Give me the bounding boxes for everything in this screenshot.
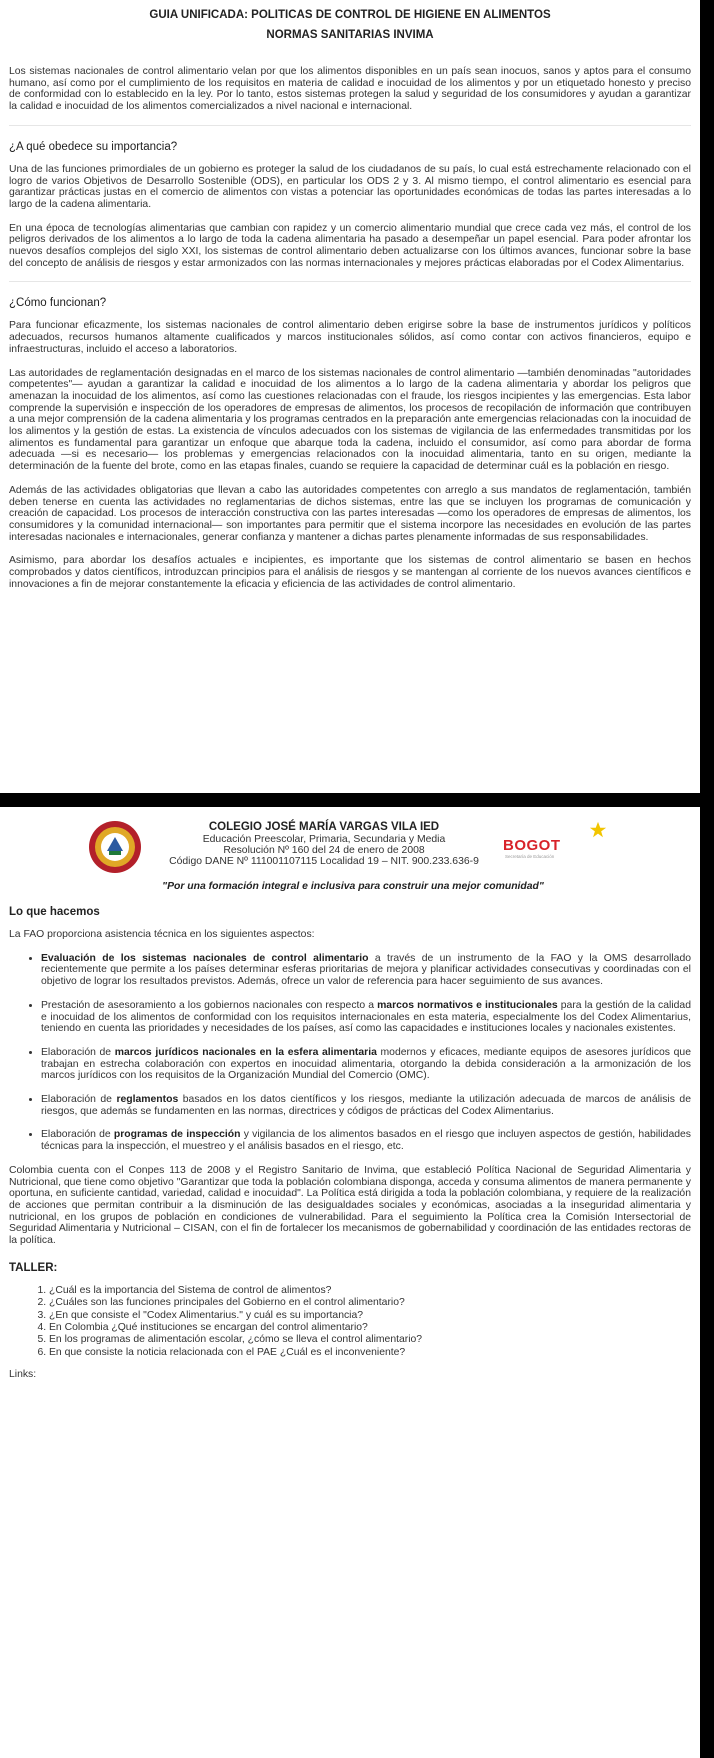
school-levels: Educación Preescolar, Primaria, Secundaria y Media — [202, 834, 446, 845]
how-paragraph-3: Además de las actividades obligatorias que llevan a cabo las autoridades competentes con arreglo a sus mandatos de reglamentación, también deben tenerse en cuenta las actividades no reglamentarias de dichos sistemas, entre las que se incluyen los programas de comunicación y creación de capacidad. Los procesos de interacción constructiva con las partes interesadas —como los operadores de empresas de alimentos, los consumidores y la comunidad internacional— son importantes para permitir que el sistema incorpore las necesidades en evolución de las partes interesadas nacionales e internacionales, generar confianza y mantener a dichas partes plenamente informadas de sus responsabilidades. — [9, 484, 691, 543]
section-heading-how: ¿Cómo funcionan? — [9, 297, 107, 310]
fao-aspects-list — [9, 953, 691, 1153]
letterhead-text — [149, 821, 499, 867]
section-heading-importance: ¿A qué obedece su importancia? — [9, 140, 178, 153]
school-resolution: Resolución Nº 160 del 24 de enero de 2008 — [223, 845, 425, 856]
intro-paragraph: Los sistemas nacionales de control alimentario velan por que los alimentos disponibles en un país sean inocuos, sanos y aptos para el consumo humano, así como por el cumplimiento de los requisitos en materia de calidad e inocuidad de los alimentos y por un etiquetado honesto y preciso de conformidad con lo establecido en la ley. Por lo tanto, estos sistemas protegen la salud y seguridad de los consumidores y ayudan a garantizar la calidad e inocuidad de los alimentos comercializados a nivel nacional e internacional. — [9, 66, 691, 113]
taller-heading: TALLER: — [9, 1261, 58, 1274]
how-paragraph-1: Para funcionar eficazmente, los sistemas nacionales de control alimentario deben erigirse sobre la base de instrumentos jurídicos y políticos adecuados, recursos humanos altamente cualificados y marcos institucionales sólidos, así como contar con activos financieros, equipo e infraestructuras, incluido el acceso a laboratorios. — [9, 320, 691, 355]
document-page-2 — [0, 807, 700, 1758]
list-item: • Evaluación de los sistemas nacionales de control alimentario a través de un instrumento de la FAO y la OMS desarrollado recientemente que permite a los países determinar esferas prioritarias de mejora y planificar actividades consecutivas y coordinadas con el objetivo de lograr los resultados previstos. Además, ofrece un valor de referencia para hacer seguimiento de sus avances. — [41, 953, 691, 988]
document-page-1 — [0, 0, 700, 793]
list-item: • Prestación de asesoramiento a los gobiernos nacionales con respecto a marcos normativos e institucionales para la gestión de la calidad e inocuidad de los alimentos de conformidad con los requisitos internacionales en esta materia, especialmente los del Codex Alimentarius, teniendo en cuenta las prioridades y necesidades de los países, así como las capacidades e instituciones locales y nacionales existentes. — [41, 1000, 691, 1035]
question-item: 2. ¿Cuáles son las funciones principales del Gobierno en el control alimentario? — [49, 1297, 691, 1309]
bogota-logo-sub: Secretaría de Educación — [505, 854, 555, 859]
taller-questions — [9, 1285, 691, 1359]
divider — [9, 125, 691, 126]
question-item: 5. En los programas de alimentación escolar, ¿cómo se lleva el control alimentario? — [49, 1334, 691, 1346]
list-item: • Elaboración de reglamentos basados en los datos científicos y los riesgos, mediante la utilización adecuada de marcos de análisis de riesgos, que además se fundamenten en las normas, directrices y códigos de prácticas del Codex Alimentarius. — [41, 1094, 691, 1117]
star-icon — [589, 821, 607, 839]
divider — [9, 281, 691, 282]
school-name: COLEGIO JOSÉ MARÍA VARGAS VILA IED — [208, 821, 440, 833]
colombia-paragraph: Colombia cuenta con el Conpes 113 de 2008 y el Registro Sanitario de Invima, que estableció Política Nacional de Seguridad Alimentaria y Nutricional, que tiene como objetivo "Garantizar que toda la población colombiana disponga, acceda y consuma alimentos de manera permanente y oportuna, en suficiente cantidad, variedad, calidad e inocuidad". La Política está dirigida a toda la población colombiana, y requiere de la realización de acciones que permitan contribuir a la disminución de las desigualdades sociales y económicas, asociadas a la inseguridad alimentaria y nutricional, en los grupos de población en condiciones de vulnerabilidad. Para el seguimiento la Política crea la Comisión Intersectorial de Seguridad Alimentaria y Nutricional – CISAN, con el fin de fortalecer los mecanismos de gobernabilidad y coordinación de las entidades rectoras de la política. — [9, 1164, 691, 1247]
list-item: • Elaboración de programas de inspección y vigilancia de los alimentos basados en el riesgo que incluyen aspectos de gestión, habilidades técnicas para la inspección, el muestreo y el análisis basados en el riesgo, etc. — [41, 1129, 691, 1152]
links-label: Links: — [9, 1369, 37, 1381]
importance-paragraph-2: En una época de tecnologías alimentarias que cambian con rapidez y un comercio alimentario mundial que crece cada vez más, el control de los peligros derivados de los alimentos a lo largo de toda la cadena alimentaria ha pasado a desempeñar un papel esencial. Para poder afrontar los nuevos desafíos complejos del siglo XXI, los sistemas de control alimentario deben actualizarse con los últimos avances, funcionar sobre la base del concepto de análisis de riesgos y estar armonizados con las normas internacionales y mejores prácticas elaboradas por el Codex Alimentarius. — [9, 222, 691, 269]
document-subtitle: NORMAS SANITARIAS INVIMA — [266, 29, 434, 41]
question-item: 6. En que consiste la noticia relacionada con el PAE ¿Cuál es el inconveniente? — [49, 1347, 691, 1359]
section-heading-what-we-do: Lo que hacemos — [9, 906, 100, 918]
school-crest-icon — [87, 819, 143, 875]
importance-paragraph-1: Una de las funciones primordiales de un gobierno es proteger la salud de los ciudadanos de su país, lo cual está estrechamente relacionado con el logro de varios Objetivos de Desarrollo Sostenible (ODS), en particular los ODS 2 y 3. Al mismo tiempo, el control alimentario es esencial para garantizar prácticas justas en el comercio de alimentos con vistas a potenciar las oportunidades económicas de todas las partes interesadas a lo largo de la cadena alimentaria. — [9, 163, 691, 210]
school-codes: Código DANE Nº 111001107115 Localidad 19 – NIT. 900.233.636-9 — [169, 856, 479, 867]
school-motto: "Por una formación integral e inclusiva para construir una mejor comunidad" — [162, 881, 544, 892]
question-item: 1. ¿Cuál es la importancia del Sistema de control de alimentos? — [49, 1285, 691, 1297]
question-item: 3. ¿En que consiste el "Codex Alimentarius." y cuál es su importancia? — [49, 1310, 691, 1322]
bogota-logo-text: BOGOT — [503, 837, 561, 854]
bogota-logo — [503, 837, 609, 860]
list-item: • Elaboración de marcos jurídicos nacionales en la esfera alimentaria modernos y eficaces, mediante equipos de asesores jurídicos que trabajan en estrecha colaboración con expertos en inocuidad alimentaria, otorgando la debida consideración a la armonización de los marcos jurídicos con los requisitos de la Organización Mundial del Comercio (OMC). — [41, 1047, 691, 1082]
how-paragraph-2: Las autoridades de reglamentación designadas en el marco de los sistemas nacionales de control alimentario —también denominadas "autoridades competentes"— ayudan a garantizar la calidad e inocuidad de los alimentos a lo largo de la cadena alimentaria y abordar los peligros que amenazan la inocuidad de los alimentos, así como las cuestiones relacionadas con el fraude, los riesgos incipientes y las emergencias. Esta labor comprende la supervisión e inspección de los operadores de empresas de alimentos, los procesos de recopilación de información que contribuyen a una mejor comprensión de la cadena alimentaria y los programas centrados en la preparación ante emergencias relacionadas con la inocuidad de los alimentos y la gestión de estas. La existencia de vínculos adecuados con los sistemas de vigilancia de las enfermedades transmitidas por los alimentos es fundamental para garantizar un enfoque que abarque toda la cadena, incluido el consumidor, así como para abordar de forma adecuada —si es necesario— los problemas y emergencias relacionados con la inocuidad alimentaria, tanto en su origen, mediante la determinación de la fuente del brote, como en las etapas finales, cuando se requiere la capacidad de determinar cuál es la población en riesgo. — [9, 367, 691, 473]
document-title: GUIA UNIFICADA: POLITICAS DE CONTROL DE HIGIENE EN ALIMENTOS — [149, 9, 551, 21]
fao-intro: La FAO proporciona asistencia técnica en los siguientes aspectos: — [9, 929, 315, 940]
school-letterhead — [9, 817, 691, 901]
how-paragraph-4: Asimismo, para abordar los desafíos actuales e incipientes, es importante que los sistemas de control alimentario se basen en hechos comprobados y datos científicos, introduzcan principios para el análisis de riesgos y se mantengan al corriente de los nuevos avances científicos e innovaciones a fin de mejorar constantemente la eficacia y eficiencia de las actividades de control alimentario. — [9, 555, 691, 590]
question-item: 4. En Colombia ¿Qué instituciones se encargan del control alimentario? — [49, 1322, 691, 1334]
